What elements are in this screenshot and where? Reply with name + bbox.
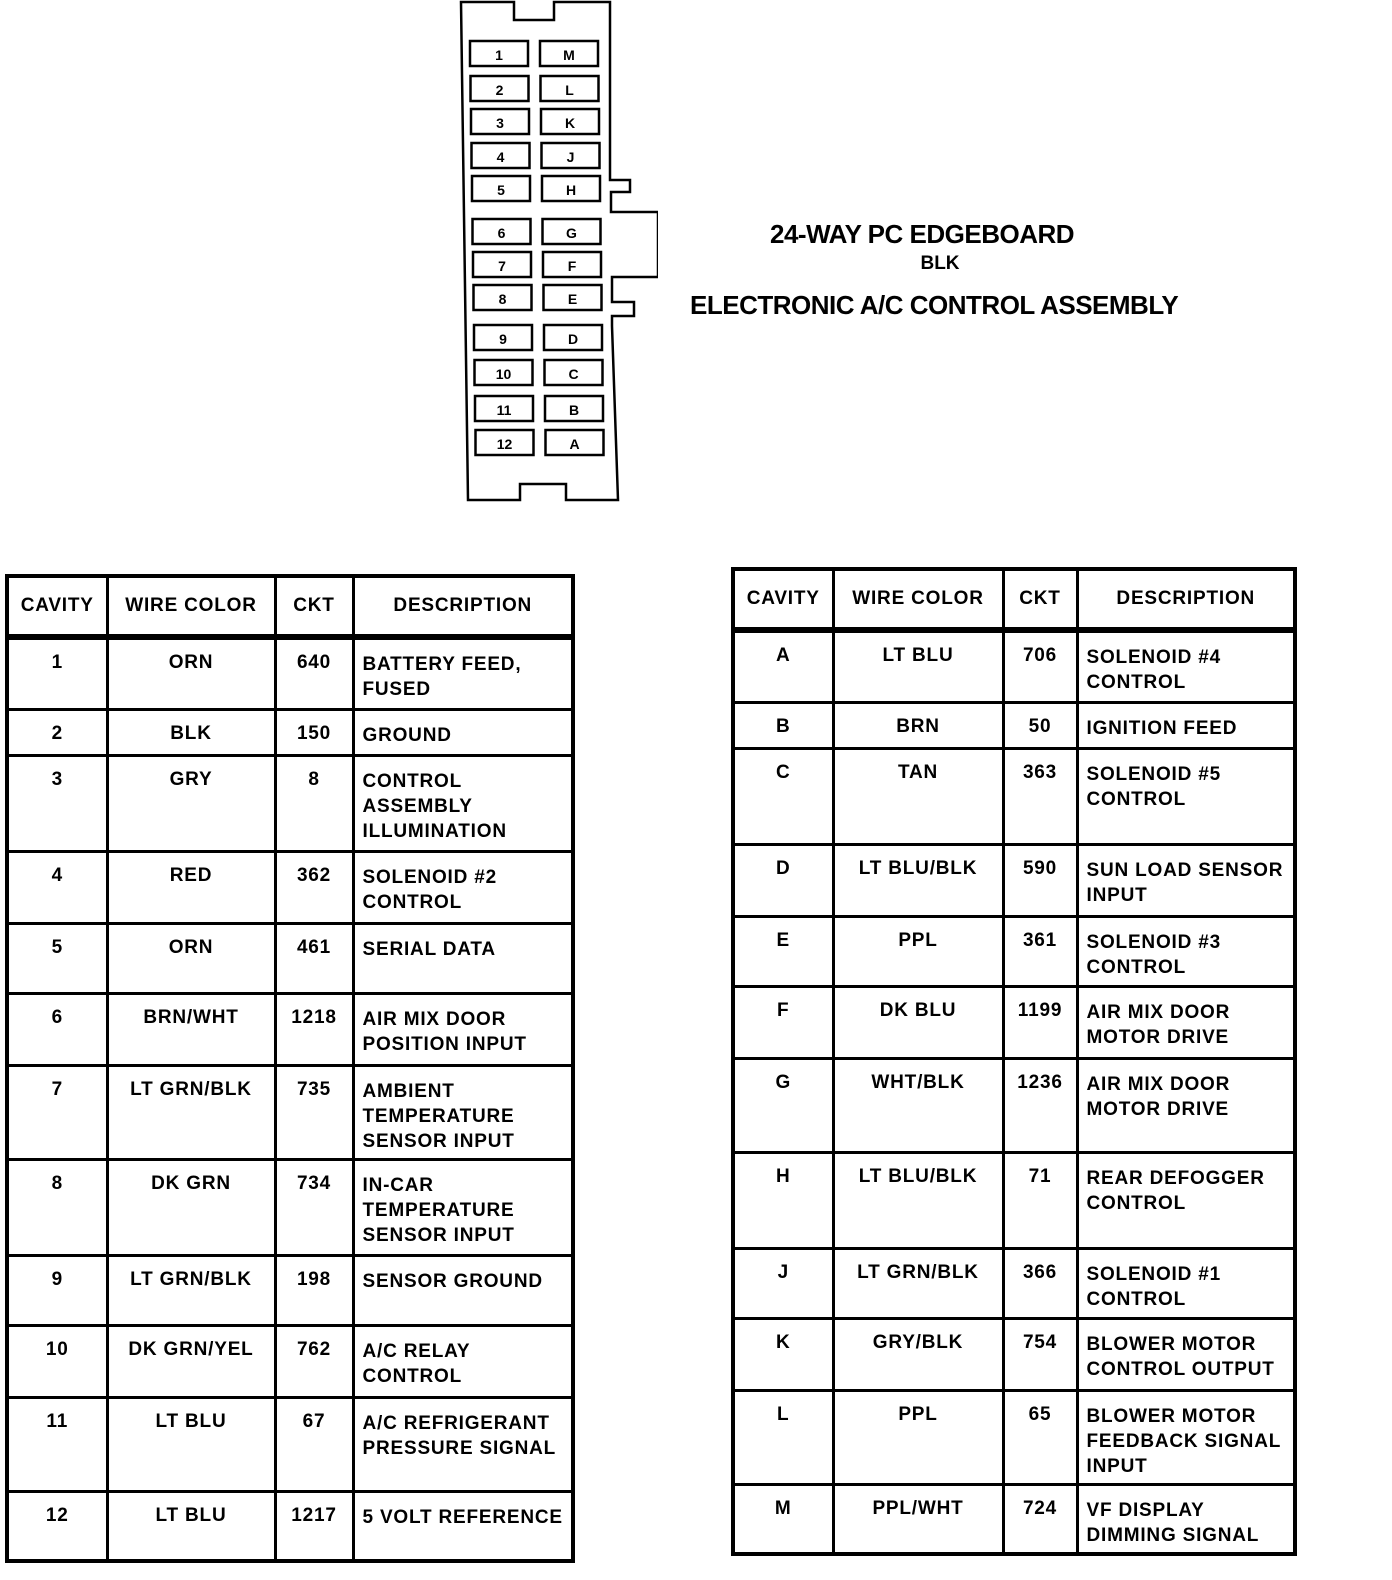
description-cell: IGNITION FEED <box>1077 702 1295 748</box>
wire-color-cell: PPL <box>833 916 1003 986</box>
cavity-M-label: M <box>563 47 575 63</box>
cavity-2-label: 2 <box>495 82 504 98</box>
wire-color-cell: GRY/BLK <box>833 1318 1003 1390</box>
description-cell: IN-CAR TEMPERATURE SENSOR INPUT <box>353 1159 573 1255</box>
ckt-cell: 754 <box>1003 1318 1077 1390</box>
description-cell: SUN LOAD SENSOR INPUT <box>1077 844 1295 916</box>
wire-color-cell: GRY <box>107 755 275 851</box>
cavity-A-label: A <box>569 436 580 452</box>
cavity-cell: J <box>733 1248 833 1318</box>
table-row <box>7 637 573 709</box>
connector-color: BLK <box>920 253 960 274</box>
column-header-wire-color: WIRE COLOR <box>833 569 1003 630</box>
table-row <box>7 1397 573 1491</box>
cavity-K-label: K <box>564 115 576 131</box>
table-row <box>733 1248 1295 1318</box>
cavity-D-label: D <box>567 331 579 347</box>
cavity-8-label: 8 <box>498 291 507 307</box>
table-row <box>7 1065 573 1159</box>
cavity-cell: 1 <box>7 637 107 709</box>
cavity-3-label: 3 <box>496 115 504 131</box>
cavity-9-label: 9 <box>499 331 507 347</box>
ckt-cell: 734 <box>275 1159 353 1255</box>
table-row <box>7 923 573 993</box>
wire-color-cell: LT BLU <box>107 1491 275 1561</box>
column-header-description: DESCRIPTION <box>1077 569 1295 630</box>
cavity-4-label: 4 <box>496 149 505 165</box>
ckt-cell: 362 <box>275 851 353 923</box>
wire-color-cell: WHT/BLK <box>833 1058 1003 1152</box>
cavity-L-label: L <box>565 82 574 98</box>
ckt-cell: 366 <box>1003 1248 1077 1318</box>
cavity-cell: 10 <box>7 1325 107 1397</box>
wire-color-cell: LT BLU/BLK <box>833 844 1003 916</box>
ckt-cell: 762 <box>275 1325 353 1397</box>
description-cell: GROUND <box>353 709 573 755</box>
column-header-cavity: CAVITY <box>733 569 833 630</box>
cavity-cell: D <box>733 844 833 916</box>
cavity-cell: H <box>733 1152 833 1248</box>
table-row <box>733 844 1295 916</box>
cavity-B-label: B <box>568 402 580 418</box>
ckt-cell: 361 <box>1003 916 1077 986</box>
wire-color-cell: LT BLU/BLK <box>833 1152 1003 1248</box>
ckt-cell: 71 <box>1003 1152 1077 1248</box>
description-cell: VF DISPLAY DIMMING SIGNAL <box>1077 1484 1295 1554</box>
description-cell: BATTERY FEED, FUSED <box>353 637 573 709</box>
connector-title: 24-WAY PC EDGEBOARD <box>770 219 1075 249</box>
cavity-12-label: 12 <box>496 436 513 452</box>
cavity-cell: M <box>733 1484 833 1554</box>
cavity-11-label: 11 <box>496 402 512 418</box>
wire-color-cell: BLK <box>107 709 275 755</box>
cavity-cell: 2 <box>7 709 107 755</box>
table-row <box>7 1325 573 1397</box>
table-header-row <box>7 576 573 637</box>
wire-color-cell: DK BLU <box>833 986 1003 1058</box>
wire-color-cell: TAN <box>833 748 1003 844</box>
wire-color-cell: LT BLU <box>833 630 1003 702</box>
table-row <box>733 1390 1295 1484</box>
cavity-cell: E <box>733 916 833 986</box>
ckt-cell: 1217 <box>275 1491 353 1561</box>
ckt-cell: 67 <box>275 1397 353 1491</box>
table-row <box>733 748 1295 844</box>
cavity-cell: 11 <box>7 1397 107 1491</box>
component-name: ELECTRONIC A/C CONTROL ASSEMBLY <box>690 290 1179 320</box>
cavity-cell: 8 <box>7 1159 107 1255</box>
table-row <box>7 1255 573 1325</box>
table-row <box>733 1318 1295 1390</box>
table-row <box>733 1484 1295 1554</box>
table-row <box>7 1491 573 1561</box>
pinout-table-right <box>731 567 1297 1556</box>
description-cell: AIR MIX DOOR POSITION INPUT <box>353 993 573 1065</box>
cavity-6-label: 6 <box>497 225 506 241</box>
wire-color-cell: RED <box>107 851 275 923</box>
pinout-table-left <box>5 574 575 1563</box>
description-cell: A/C REFRIGERANT PRESSURE SIGNAL <box>353 1397 573 1491</box>
cavity-5-label: 5 <box>497 182 505 198</box>
wire-color-cell: BRN/WHT <box>107 993 275 1065</box>
cavity-cell: C <box>733 748 833 844</box>
table-row <box>7 993 573 1065</box>
column-header-ckt: CKT <box>1003 569 1077 630</box>
cavity-cell: G <box>733 1058 833 1152</box>
wire-color-cell: BRN <box>833 702 1003 748</box>
table-row <box>733 916 1295 986</box>
cavity-G-label: G <box>566 225 577 241</box>
cavity-C-label: C <box>568 366 579 382</box>
cavity-J-label: J <box>566 149 575 165</box>
table-row <box>733 702 1295 748</box>
ckt-cell: 363 <box>1003 748 1077 844</box>
description-cell: 5 VOLT REFERENCE <box>353 1491 573 1561</box>
wire-color-cell: PPL <box>833 1390 1003 1484</box>
table-row <box>7 1159 573 1255</box>
column-header-cavity: CAVITY <box>7 576 107 637</box>
description-cell: AIR MIX DOOR MOTOR DRIVE <box>1077 1058 1295 1152</box>
wire-color-cell: ORN <box>107 637 275 709</box>
wire-color-cell: ORN <box>107 923 275 993</box>
description-cell: AMBIENT TEMPERATURE SENSOR INPUT <box>353 1065 573 1159</box>
cavity-cell: 3 <box>7 755 107 851</box>
cavity-cell: 9 <box>7 1255 107 1325</box>
cavity-E-label: E <box>567 291 578 307</box>
cavity-7-label: 7 <box>498 258 506 274</box>
table-row <box>7 851 573 923</box>
ckt-cell: 1218 <box>275 993 353 1065</box>
wire-color-cell: LT GRN/BLK <box>833 1248 1003 1318</box>
wire-color-cell: DK GRN/YEL <box>107 1325 275 1397</box>
table-row <box>733 630 1295 702</box>
ckt-cell: 461 <box>275 923 353 993</box>
description-cell: CONTROL ASSEMBLY ILLUMINATION <box>353 755 573 851</box>
ckt-cell: 590 <box>1003 844 1077 916</box>
cavity-1-label: 1 <box>495 47 503 63</box>
cavity-cell: L <box>733 1390 833 1484</box>
table-row <box>7 755 573 851</box>
ckt-cell: 706 <box>1003 630 1077 702</box>
cavity-cell: A <box>733 630 833 702</box>
description-cell: SOLENOID #3 CONTROL <box>1077 916 1295 986</box>
cavity-cell: 4 <box>7 851 107 923</box>
table-row <box>733 1058 1295 1152</box>
table-row <box>733 1152 1295 1248</box>
description-cell: SOLENOID #4 CONTROL <box>1077 630 1295 702</box>
ckt-cell: 1199 <box>1003 986 1077 1058</box>
description-cell: SERIAL DATA <box>353 923 573 993</box>
wire-color-cell: LT GRN/BLK <box>107 1065 275 1159</box>
ckt-cell: 735 <box>275 1065 353 1159</box>
table-row <box>7 709 573 755</box>
ckt-cell: 1236 <box>1003 1058 1077 1152</box>
ckt-cell: 150 <box>275 709 353 755</box>
column-header-wire-color: WIRE COLOR <box>107 576 275 637</box>
connector-diagram <box>458 0 658 510</box>
ckt-cell: 8 <box>275 755 353 851</box>
cavity-10-label: 10 <box>495 366 512 382</box>
cavity-cell: K <box>733 1318 833 1390</box>
description-cell: REAR DEFOGGER CONTROL <box>1077 1152 1295 1248</box>
wire-color-cell: DK GRN <box>107 1159 275 1255</box>
wire-color-cell: PPL/WHT <box>833 1484 1003 1554</box>
description-cell: SENSOR GROUND <box>353 1255 573 1325</box>
cavity-H-label: H <box>565 182 577 198</box>
column-header-ckt: CKT <box>275 576 353 637</box>
description-cell: AIR MIX DOOR MOTOR DRIVE <box>1077 986 1295 1058</box>
description-cell: BLOWER MOTOR CONTROL OUTPUT <box>1077 1318 1295 1390</box>
description-cell: SOLENOID #5 CONTROL <box>1077 748 1295 844</box>
description-cell: A/C RELAY CONTROL <box>353 1325 573 1397</box>
description-cell: BLOWER MOTOR FEEDBACK SIGNAL INPUT <box>1077 1390 1295 1484</box>
cavity-F-label: F <box>567 258 577 274</box>
wire-color-cell: LT GRN/BLK <box>107 1255 275 1325</box>
cavity-cell: B <box>733 702 833 748</box>
cavity-cell: 6 <box>7 993 107 1065</box>
cavity-cell: 5 <box>7 923 107 993</box>
description-cell: SOLENOID #1 CONTROL <box>1077 1248 1295 1318</box>
connector-pins <box>470 41 604 455</box>
ckt-cell: 724 <box>1003 1484 1077 1554</box>
ckt-cell: 640 <box>275 637 353 709</box>
table-row <box>733 986 1295 1058</box>
ckt-cell: 50 <box>1003 702 1077 748</box>
wire-color-cell: LT BLU <box>107 1397 275 1491</box>
table-header-row <box>733 569 1295 630</box>
cavity-cell: 7 <box>7 1065 107 1159</box>
column-header-description: DESCRIPTION <box>353 576 573 637</box>
cavity-cell: 12 <box>7 1491 107 1561</box>
ckt-cell: 198 <box>275 1255 353 1325</box>
cavity-cell: F <box>733 986 833 1058</box>
description-cell: SOLENOID #2 CONTROL <box>353 851 573 923</box>
ckt-cell: 65 <box>1003 1390 1077 1484</box>
